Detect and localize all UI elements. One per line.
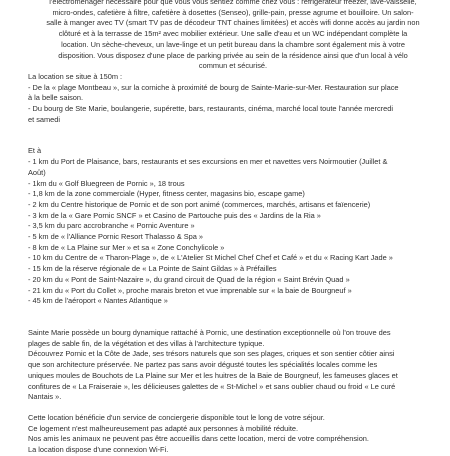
spacer [28, 307, 438, 328]
description-line: que son architecture préservée. Ne partez pas sans avoir dégusté toutes les spécialités locales comme les [28, 360, 378, 370]
description-line: Découvrez Pornic et la Côte de Jade, ses trésors naturels que son ses plages, criques et son sentier côtier ainsi [28, 349, 395, 359]
location-line: et samedi [28, 114, 61, 124]
description-line: Sainte Marie possède un bourg dynamique rattaché à Pornic, une destination exceptionnelle où l'on trouve des [28, 327, 391, 337]
spacer [28, 125, 438, 146]
distance-line: - 10 km du Centre de « Tharon-Plage », de « L'Atelier St Michel Chef Chef et Café » et du « Racing Kart Jade » [28, 253, 393, 263]
location-line: - De la « plage Montbeau », sur la corniche à proximité de bourg de Sainte-Marie-sur-Mer. Restauration sur place [28, 82, 399, 92]
description-line: confitures de « La Fraiseraie », les délicieuses galettes de « St-Michel » et sans oublier chaud ou froid « Le curé [28, 381, 396, 391]
closing-line: La location dispose d'une connexion Wi-Fi. [28, 445, 169, 455]
intro-line: salle à manger avec TV (smart TV pas de décodeur TNT chaines limitées) et accès wifi donne accès au jardin non [46, 18, 420, 28]
distance-line: - 3,5 km du parc accrobranche « Pornic Aventure » [28, 221, 195, 231]
description-line: uniques moules de Bouchots de La Plaine sur Mer et les huitres de la Baie de Bourgneuf, les fameuses glaces et [28, 370, 398, 380]
closing-paragraph [28, 413, 438, 456]
location-line: à la belle saison. [28, 93, 84, 103]
spacer [28, 403, 438, 413]
distance-line: - 1km du « Golf Bluegreen de Pornic », 18 trous [28, 178, 185, 188]
location-line: - Du bourg de Ste Marie, boulangerie, supérette, bars, restaurants, cinéma, marché local toute l'année mercredi [28, 104, 393, 114]
distances-title: Et à [28, 146, 42, 156]
location-paragraph [28, 72, 438, 126]
intro-line: micro-ondes, cafetière à filtre, cafetière à dosettes (Senseo), grille-pain, presse agrume et bouilloire. Un salon- [52, 7, 414, 17]
intro-line: clôturé et à la terrasse de 15m² avec mobilier extérieur. Une salle d'eau et un WC indépendant complète la [58, 29, 408, 39]
intro-line: commun et sécurisé. [198, 61, 268, 71]
distance-line: - 8 km de « La Plaine sur Mer » et sa « Zone Conchylicole » [28, 242, 225, 252]
description-line: plages de sable fin, de la végétation et des villas à l'architecture typique. [28, 338, 265, 348]
location-line: La location se situe à 150m : [28, 71, 123, 81]
closing-line: Ce logement n'est malheureusement pas adapté aux personnes à mobilité réduite. [28, 423, 299, 433]
distance-line: - 21 km du « Port du Collet », proche marais breton et vue imprenable sur « la baie de Bourgneuf » [28, 285, 352, 295]
intro-paragraph [28, 0, 438, 72]
intro-line: location. Un sèche-cheveux, un lave-linge et un petit bureau dans la chambre sont également mis à votre [61, 39, 405, 49]
intro-line: l'électroménager nécessaire pour que vous vous sentiez comme chez vous : réfrigérateur freezer, lave-vaisselle, [49, 0, 417, 6]
distance-line: - 1 km du Port de Plaisance, bars, restaurants et ses excursions en mer et navettes vers Noirmoutier (Juillet & [28, 157, 388, 167]
distances-paragraph [28, 146, 438, 307]
distance-line: - 15 km de la réserve régionale de « La Pointe de Saint Gildas » à Préfailles [28, 264, 277, 274]
description-line: Nantais ». [28, 392, 62, 402]
closing-line: Cette location bénéficie d'un service de conciergerie disponible tout le long de votre séjour. [28, 412, 325, 422]
intro-line: disposition. Vous disposez d'une place de parking privée au sein de la résidence ainsi que d'un local à vélo [58, 50, 408, 60]
closing-line: Nos amis les animaux ne peuvent pas être accueillis dans cette location, merci de votre compréhension. [28, 434, 369, 444]
distance-line: - 45 km de l'aéroport « Nantes Atlantique » [28, 296, 168, 306]
distance-line: - 1,8 km de la zone commerciale (Hyper, fitness center, magasins bio, escape game) [28, 189, 305, 199]
distance-line: Août) [28, 167, 46, 177]
distance-line: - 2 km du Centre historique de Pornic et de son port animé (commerces, marchés, artisans et faïencerie) [28, 199, 371, 209]
distance-line: - 3 km de la « Gare Pornic SNCF » et Casino de Partouche puis des « Jardins de la Ria » [28, 210, 321, 220]
distance-line: - 20 km du « Pont de Saint-Nazaire », du grand circuit de Quad de la région « Saint Brévin Quad » [28, 274, 350, 284]
description-paragraph [28, 328, 438, 403]
distance-line: - 5 km de « l'Alliance Pornic Resort Thalasso & Spa » [28, 232, 204, 242]
